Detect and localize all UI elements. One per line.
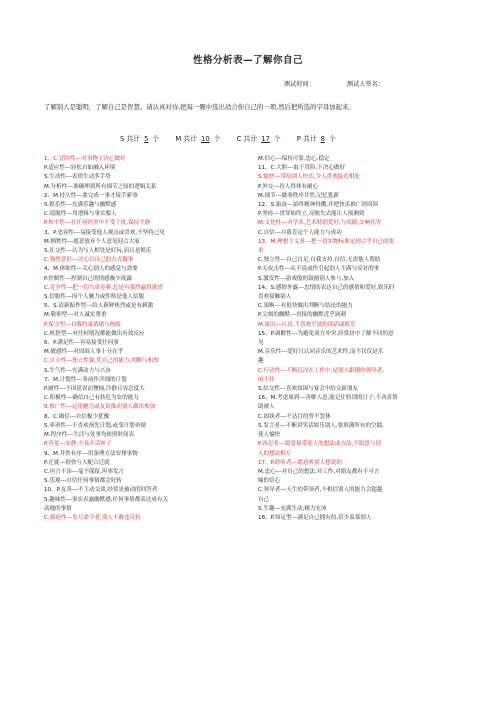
question-line: C.竞争性---把一切当成竞赛,总是有强烈赢得欲望: [44, 284, 163, 291]
question-line: M.分析性---准确理到所有细节之间的逻辑关系: [44, 183, 157, 190]
question-line: C.自信---自我肯定个人能力与成功: [258, 229, 342, 236]
question-line: 13、M.理想主义者---把一切实物标准定到合乎自己的要: [258, 238, 395, 245]
question-line: S.趣味性---事实表露幽默感,任何事情都表达成有关: [44, 496, 168, 503]
question-line: P.迁就---很快与人配合迁就: [44, 459, 110, 466]
question-line: 4、M.体贴性---关心别人的感觉与需要: [44, 266, 138, 273]
question-line: 自己: [258, 496, 270, 503]
question-line: P.保守型---自我约束情绪与热情: [44, 321, 121, 328]
question-line: P.尖刻的幽默---直接的幽默近乎讽刺: [258, 312, 346, 319]
question-line: 助被人: [258, 404, 275, 411]
question-line: P.控制性---控制自己的情感极少流露: [44, 275, 132, 282]
total-s: S 共计 5 个: [120, 135, 160, 143]
question-line: S.乐观---自信任何事情都会好转: [44, 478, 122, 485]
question-line: 喻的信心: [258, 478, 281, 485]
question-line: M.音乐性---爱好且认同音乐的艺术性,而不仅仅是乐: [258, 349, 384, 356]
question-line: S.推广性---运用魅力或友谊推动别人做出参加: [44, 404, 156, 411]
question-line: 7、M.计划性---事前作详细的计划: [44, 376, 127, 383]
question-line: C.强烈意识---决心以自己的方式做事: [44, 257, 134, 264]
question-line: 1、C.冒险性---对事物下决心做好: [44, 156, 126, 162]
question-line: P.无攻击性---从不说或作引起别人不满与反对的事: [258, 266, 380, 273]
question-line: 12、S.振奋---始终精神抖擞,并把快乐推广到周围: [258, 202, 378, 209]
test-time-label: 测试时间：: [284, 81, 315, 88]
total-m: M 共计 10 个: [175, 135, 221, 143]
question-line: 8、C.确信---自信极少犹豫: [44, 413, 110, 420]
question-line: C.独立性---自己自足,自我支持,自信,无需他人帮助: [258, 257, 381, 264]
question-line: 趣: [258, 358, 264, 365]
question-line: C.自立性---独立性强,凭自己的能力,判断与机智: [44, 358, 160, 365]
question-line: C.说服性---用逻辑与事实服人: [44, 211, 117, 218]
question-line: C.果断---有很快做出判断与结论的能力: [258, 303, 353, 310]
question-line: P.坚持---贯穿始终立,反映失去能让人预测到: [258, 211, 365, 218]
question-line: 16、M.考虑周到---善解人意,能记住特别的日子,不吝啬帮: [258, 395, 398, 402]
question-line: 闲不住: [258, 376, 275, 383]
total-p: P 共计 8 个: [296, 135, 336, 143]
question-line: P.外交---待人得体有耐心: [258, 183, 319, 190]
question-line: 见: [258, 340, 264, 347]
question-line: P.耐性---不因延误而懊恼,冷静且容忍度大: [44, 386, 145, 393]
question-line: 10、P.友善---不主动交谈,经常是被动的回答者: [44, 487, 158, 494]
total-c: C 共计 17 个: [236, 135, 281, 143]
question-line: C.机智型---对任何情况都能做出有效反应: [44, 330, 145, 337]
left-question-column: [44, 155, 246, 523]
question-line: 使人愉快: [258, 432, 281, 439]
question-line: M.细节---做事秩序井然,记忆犹新: [258, 192, 339, 199]
question-line: 3、P.忠容性---易接受他人观点或喜欢,不坚持己见: [44, 229, 165, 236]
question-line: C.固执者---不达目的誓不罢休: [258, 413, 331, 420]
question-line: P.和平性---在任何冲突中不受干扰,保持平静: [44, 220, 151, 227]
score-totals: [120, 133, 350, 143]
question-line: M.信心---保持可靠,忠心,稳定: [258, 156, 330, 162]
question-line: S.信服性---因个人魅力或性格是他人信服: [44, 294, 145, 301]
question-line: M.程序性---生活与处事均依照时间表: [44, 432, 135, 439]
question-line: M.文化性---对学术,艺术特别爱好,与攻剧,交响乐等: [258, 220, 382, 227]
question-line: 15、P.调解性---为避免双方冲突,经常居中了解不同的意: [258, 330, 394, 337]
page-title: 性格分析表—了解你自己: [192, 55, 303, 66]
question-line: C.积极性---确信自己有转危为安的能力: [44, 395, 139, 402]
question-line: M.敬仰型---对人诚实尊重: [44, 312, 107, 319]
question-line: M.敏感性---对周围人事十分在乎: [44, 349, 124, 356]
question-line: 9、M.井然有序---用条理方法安排事物: [44, 450, 138, 457]
question-line: 人的想法相左: [258, 450, 292, 457]
question-line: C.行动性---不断沉浸在工作中,是别人跟随的领导者,: [258, 367, 385, 374]
question-line: C.坦言不讳---毫不保留,坦率发言: [44, 468, 124, 475]
question-line: P.害羞---安静,不易开话匣子: [44, 441, 112, 448]
question-line: S.愉快---带给别人快乐,令人喜欢接近相处: [258, 174, 360, 181]
question-line: 2、M.持久性---要完成一事才接手新事: [44, 192, 138, 199]
test-meta: [284, 79, 414, 88]
question-line: 喜欢接触别人: [258, 294, 292, 301]
question-line: C.领导者---天生的带领者,不相信别人的能力会超越: [258, 487, 383, 494]
question-line: P.适应性---轻松自如融入环境: [44, 165, 116, 172]
question-line: S.结交性---喜欢周围与宴会中结交新朋友: [258, 386, 359, 393]
question-line: S.社交性---认为与人相处是好玩,而且是娱乐: [44, 248, 152, 255]
question-line: 11、C.大胆---取于冒险,下决心做好: [258, 165, 346, 172]
question-line: 17、P.聆听者---愿意听别人想说的: [258, 459, 342, 466]
question-line: P.容忍者---愿意接受别人的想法或方法,不愿意与别: [258, 441, 381, 448]
question-line: 5、S.清新振作型---给人新鲜热烈或是有刺激: [44, 303, 154, 310]
question-line: 14、S.感情外露---忠情的表达自己的感情和爱好,娱乐时: [258, 284, 395, 291]
question-line: M.深沉---认真,不喜欢平淡的谈话或娱乐: [258, 321, 356, 328]
question-line: S.生趣---充满生动,精力充沛: [258, 505, 327, 512]
question-line: C.强迫性---发号命令者,别人不敢违反抗: [44, 514, 141, 521]
question-line: S.娱乐性---充满乐趣与幽默感: [44, 202, 117, 209]
intro-text: 了解别人是聪明，了解自己是智慧。请认真对待,把每一题中选出适合你自己的一项,然后把所选的字母加起来。: [44, 103, 355, 111]
question-line: S.发言者---不断讲笑话娱乐别人,要填满所有的空隙,: [258, 422, 384, 429]
right-question-column: [258, 155, 463, 523]
question-line: 求: [258, 248, 264, 255]
question-line: 动地的事情: [44, 505, 72, 512]
question-line: M.忠心---对自己的想法,对工作,对朋友都有不可言: [258, 468, 380, 475]
test-name-label: 测试人签名：: [346, 81, 385, 88]
question-line: S.激发性---游戏般的鼓励别人参与,加入: [258, 275, 355, 282]
question-line: 6、P.满足性---容易接受任何事: [44, 340, 119, 347]
question-line: S.生动性---表情生动多手势: [44, 174, 111, 181]
question-line: 18、P.知足型---满足自己拥有的,甚少羡慕别人: [258, 514, 372, 521]
question-line: S.生气性---充满动力与兴奋: [44, 367, 111, 374]
question-line: M.牺牲性---愿意放弃个人意见迎合大家: [44, 238, 140, 245]
question-line: S.率率性---不喜欢预先计划,或受计划牵制: [44, 422, 146, 429]
